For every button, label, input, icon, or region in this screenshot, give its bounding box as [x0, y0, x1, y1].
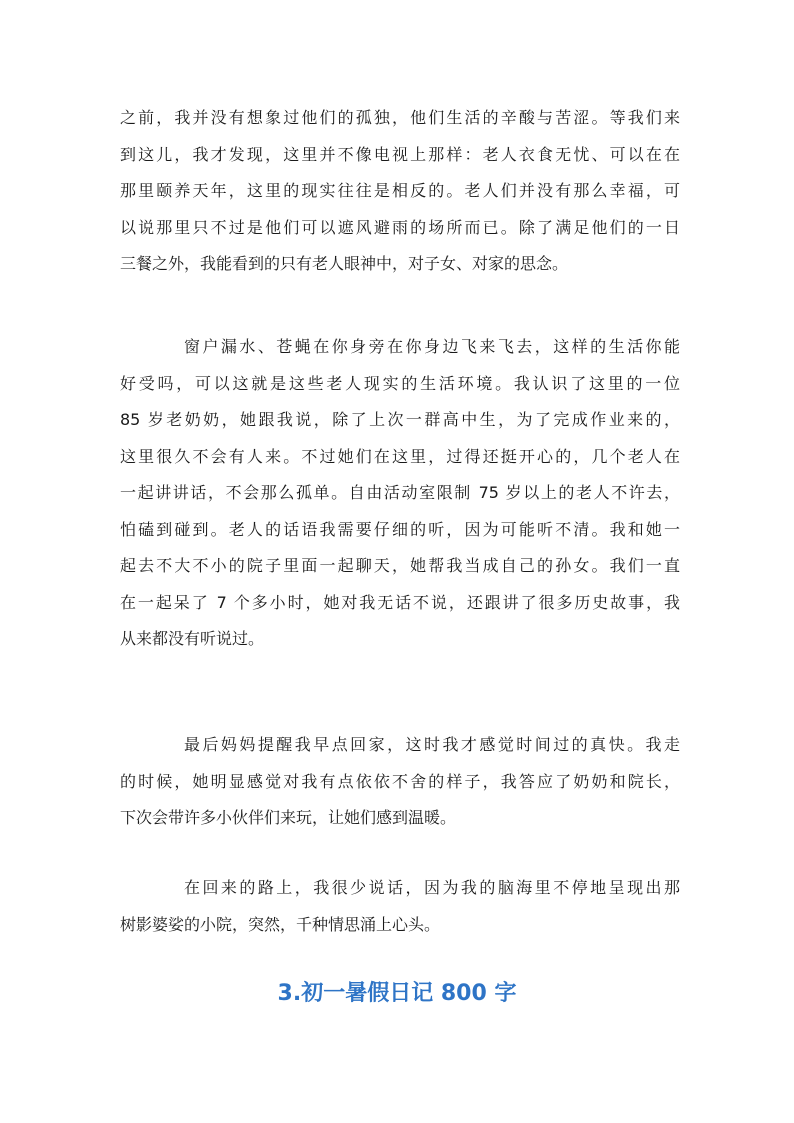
- paragraph-3: [120, 727, 680, 837]
- paragraph-4: [120, 870, 680, 943]
- paragraph-1: [120, 100, 680, 283]
- section-heading: 3.初一暑假日记 800 字: [277, 981, 517, 1006]
- text-line: 从来都没有听说过。: [120, 629, 265, 648]
- text-line: 下次会带许多小伙伴们来玩，让她们感到温暖。: [120, 808, 457, 827]
- text-line: 三餐之外，我能看到的只有老人眼神中，对子女、对家的思念。: [120, 254, 569, 273]
- text-line: 起去不大不小的院子里面一起聊天，她帮我当成自己的孙女。我们一直: [120, 556, 680, 575]
- text-line: 之前，我并没有想象过他们的孤独，他们生活的辛酸与苦涩。等我们来: [120, 108, 680, 127]
- text-line: 最后妈妈提醒我早点回家，这时我才感觉时间过的真快。我走: [184, 735, 680, 754]
- text-line: 85 岁老奶奶，她跟我说，除了上次一群高中生，为了完成作业来的，: [120, 410, 680, 429]
- text-line: 树影婆娑的小院，突然，千种情思涌上心头。: [120, 914, 441, 934]
- text-line: 那里颐养天年，这里的现实往往是相反的。老人们并没有那么幸福，可: [120, 181, 680, 200]
- text-line: 一起讲讲话，不会那么孤单。自由活动室限制 75 岁以上的老人不许去，: [120, 483, 680, 502]
- text-line: 窗户漏水、苍蝇在你身旁在你身边飞来飞去，这样的生活你能: [184, 337, 680, 356]
- text-line: 好受吗，可以这就是这些老人现实的生活环境。我认识了这里的一位: [120, 373, 680, 393]
- text-line: 这里很久不会有人来。不过她们在这里，过得还挺开心的，几个老人在: [120, 446, 680, 466]
- text-line: 到这儿，我才发现，这里并不像电视上那样：老人衣食无忧、可以在在: [120, 144, 680, 164]
- text-line: 在回来的路上，我很少说话，因为我的脑海里不停地呈现出那: [184, 878, 680, 897]
- text-line: 以说那里只不过是他们可以遮风避雨的场所而已。除了满足他们的一日: [120, 217, 680, 237]
- text-line: 的时候，她明显感觉对我有点依依不舍的样子，我答应了奶奶和院长，: [120, 771, 680, 791]
- text-line: 怕磕到碰到。老人的话语我需要仔细的听，因为可能听不清。我和她一: [120, 519, 680, 539]
- text-line: 在一起呆了 7 个多小时，她对我无话不说，还跟讲了很多历史故事，我: [120, 592, 680, 612]
- paragraph-2: [120, 329, 680, 658]
